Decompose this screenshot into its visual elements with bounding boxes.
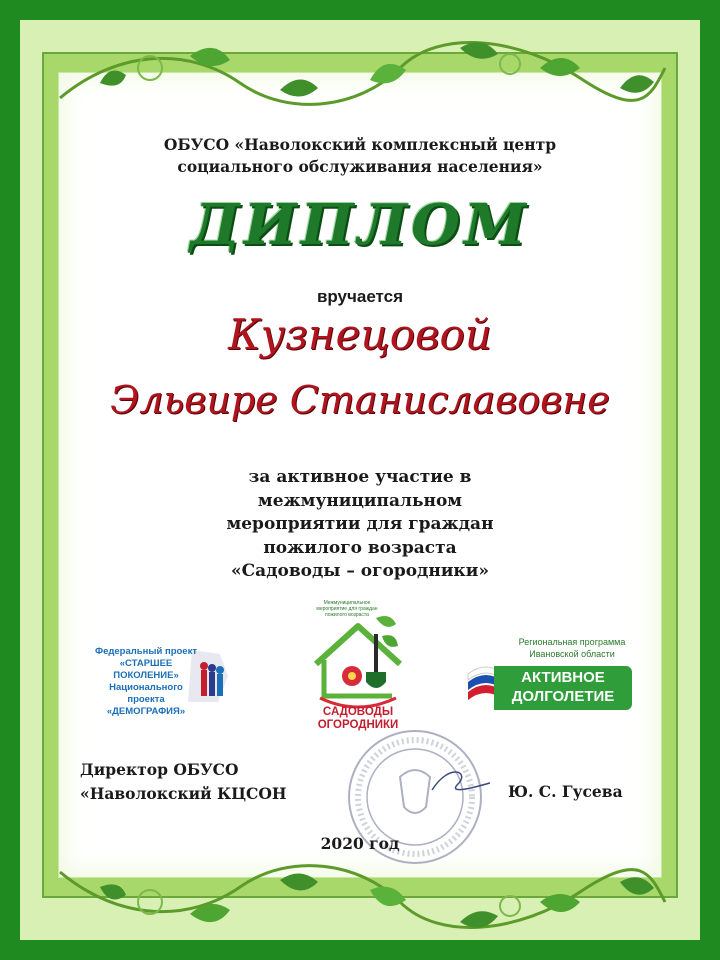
reason-line: «Садоводы – огородники»: [231, 561, 489, 581]
center-logo-small-2: мероприятие для граждан: [316, 606, 378, 612]
right-logo-line-1: Региональная программа: [518, 637, 626, 647]
reason-line: межмуниципальном: [257, 490, 463, 511]
year: 2020 год: [320, 834, 400, 853]
right-logo-line-2: Ивановской области: [529, 649, 615, 659]
awarded-text: вручается: [316, 287, 404, 306]
top-vine-decoration: [40, 28, 680, 118]
right-logo-line-4: ДОЛГОЛЕТИЕ: [511, 688, 615, 705]
left-logo-line-2: «СТАРШЕЕ ПОКОЛЕНИЕ»: [113, 658, 179, 681]
signatory-name: Ю. С. Гусева: [508, 782, 623, 801]
organization-line-2: социального обслуживания населения»: [177, 157, 543, 176]
center-logo-title-1: САДОВОДЫ: [322, 706, 394, 718]
center-logo-title-2: ОГОРОДНИКИ: [317, 719, 399, 731]
aktivnoe-dolgoletie-logo: [464, 634, 632, 718]
left-logo-line-4: «ДЕМОГРАФИЯ»: [106, 706, 186, 717]
organization-line-1: ОБУСО «Наволокский комплексный центр: [163, 135, 557, 154]
reason-line: за активное участие в: [248, 467, 472, 487]
left-logo-line-1: Федеральный проект: [94, 646, 198, 657]
left-logo-line-3: Национального проекта: [109, 682, 183, 705]
diploma-title: ДИПЛОМ: [190, 192, 530, 258]
reason-line: мероприятии для граждан: [226, 514, 494, 534]
award-reason: [0, 466, 720, 584]
center-logo-small-1: Межмуниципальное: [323, 600, 371, 606]
signatory-title-line-2: «Наволокский КЦСОН: [80, 784, 287, 803]
signatory-title-line-1: Директор ОБУСО: [80, 760, 239, 779]
right-logo-line-3: АКТИВНОЕ: [521, 669, 605, 686]
house-shovel-icon: [302, 604, 414, 716]
recipient-given-names: Эльвире Станиславовне: [110, 378, 610, 422]
recipient-surname: Кузнецовой: [228, 310, 492, 359]
center-logo-small-3: пожилого возраста: [325, 612, 369, 618]
signatory-title: [80, 758, 287, 806]
reason-line: пожилого возраста: [263, 537, 457, 558]
starshee-pokolenie-logo: [92, 644, 232, 717]
sadovody-ogorodniki-logo: [302, 598, 414, 738]
organization-name: [0, 134, 720, 178]
